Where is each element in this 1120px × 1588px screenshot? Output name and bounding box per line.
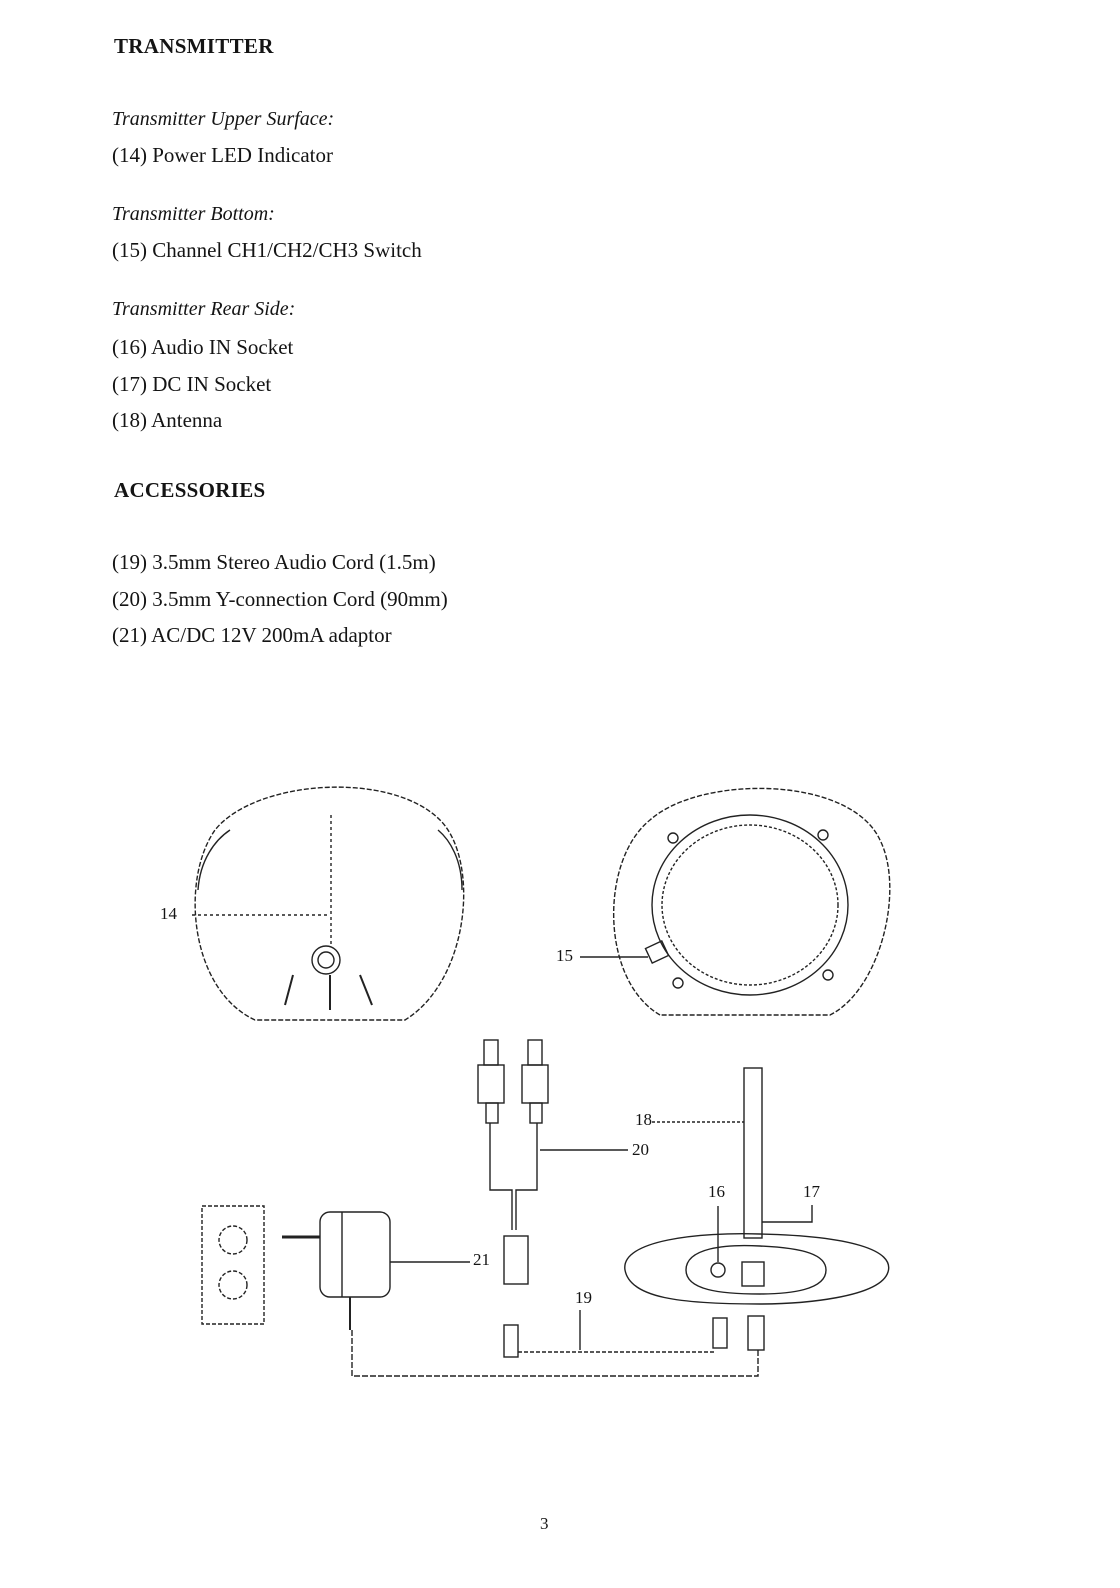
audio-cord bbox=[352, 1310, 764, 1376]
label-19: 19 bbox=[575, 1288, 592, 1307]
bottom-title: Transmitter Bottom: bbox=[112, 203, 275, 225]
item-channel-switch: (15) Channel CH1/CH2/CH3 Switch bbox=[112, 238, 422, 262]
y-connection-cord bbox=[478, 1040, 628, 1284]
transmitter-heading: TRANSMITTER bbox=[114, 34, 274, 58]
label-14: 14 bbox=[160, 904, 177, 923]
upper-surface-title: Transmitter Upper Surface: bbox=[112, 108, 335, 130]
accessory-audio-cord: (19) 3.5mm Stereo Audio Cord (1.5m) bbox=[112, 550, 436, 574]
label-20: 20 bbox=[632, 1140, 649, 1159]
transmitter-top-view bbox=[192, 787, 464, 1020]
leader-17 bbox=[762, 1205, 812, 1222]
label-15: 15 bbox=[556, 946, 573, 965]
accessory-adaptor: (21) AC/DC 12V 200mA adaptor bbox=[112, 623, 392, 647]
label-16: 16 bbox=[708, 1182, 725, 1201]
rear-side-title: Transmitter Rear Side: bbox=[112, 298, 296, 320]
item-audio-in: (16) Audio IN Socket bbox=[112, 335, 294, 359]
label-17: 17 bbox=[803, 1182, 820, 1201]
transmitter-bottom-view bbox=[580, 788, 890, 1015]
wall-outlet bbox=[202, 1206, 264, 1324]
accessories-heading: ACCESSORIES bbox=[114, 478, 266, 502]
label-21: 21 bbox=[473, 1250, 490, 1269]
transmitter-side-view bbox=[625, 1068, 889, 1304]
accessory-y-cord: (20) 3.5mm Y-connection Cord (90mm) bbox=[112, 587, 448, 611]
item-antenna: (18) Antenna bbox=[112, 408, 223, 432]
label-18: 18 bbox=[635, 1110, 652, 1129]
ac-adaptor bbox=[282, 1212, 470, 1330]
item-dc-in: (17) DC IN Socket bbox=[112, 372, 272, 396]
page-number: 3 bbox=[540, 1514, 549, 1533]
item-power-led: (14) Power LED Indicator bbox=[112, 143, 334, 167]
